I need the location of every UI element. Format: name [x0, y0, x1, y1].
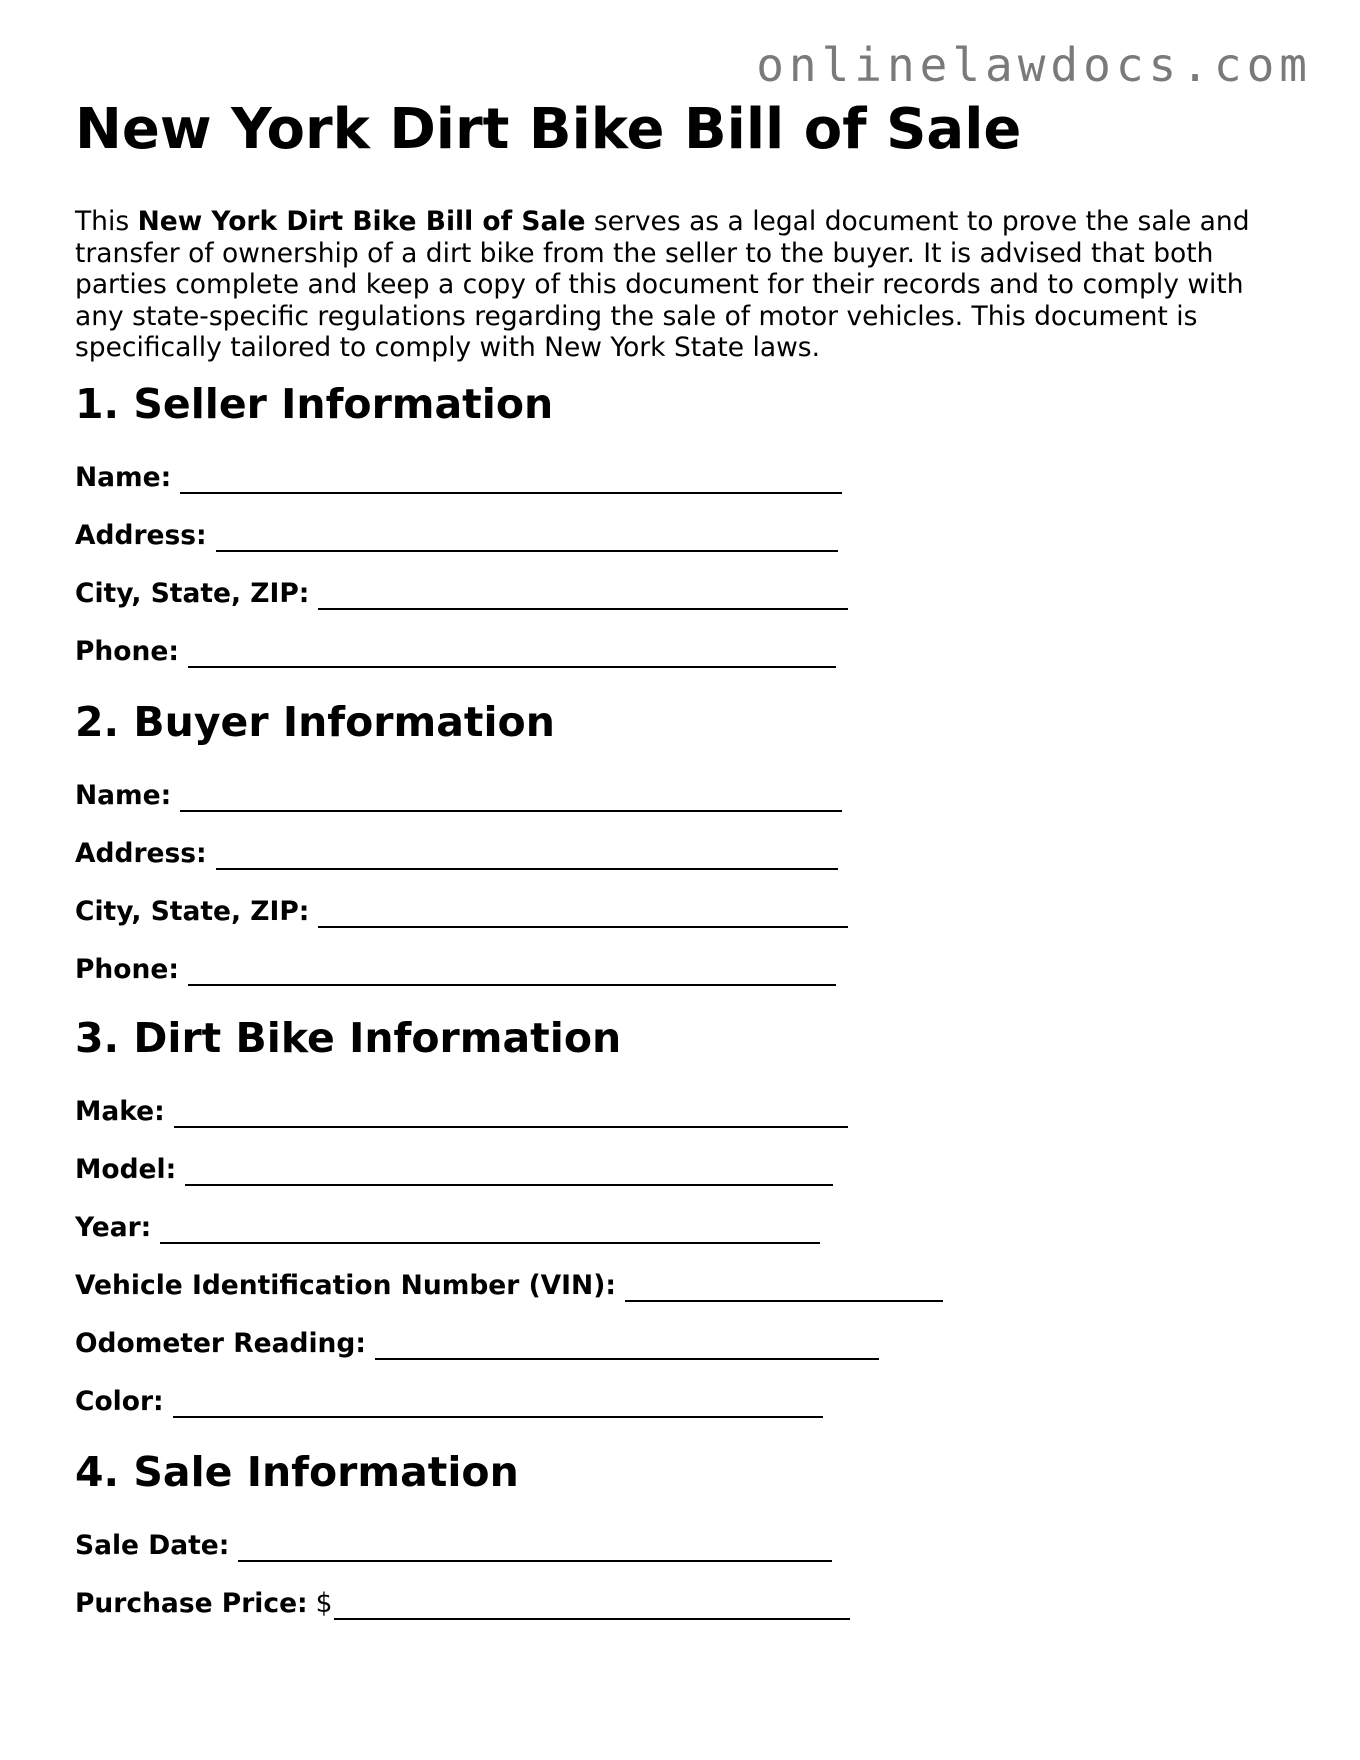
document-title: New York Dirt Bike Bill of Sale [75, 97, 1022, 162]
bike-year-field [75, 1212, 820, 1244]
bike-odometer-field [75, 1328, 879, 1360]
seller-address-field [75, 520, 838, 552]
seller-city-input[interactable] [318, 582, 848, 610]
bike-make-input[interactable] [174, 1100, 848, 1128]
seller-name-label: Name: [75, 462, 172, 493]
bike-color-input[interactable] [173, 1390, 823, 1418]
buyer-phone-label: Phone: [75, 954, 179, 985]
bike-year-label: Year: [75, 1212, 152, 1243]
buyer-phone-field [75, 954, 836, 986]
bike-vin-label: Vehicle Identification Number (VIN): [75, 1270, 616, 1301]
buyer-name-label: Name: [75, 780, 172, 811]
bike-color-label: Color: [75, 1386, 164, 1417]
seller-phone-label: Phone: [75, 636, 179, 667]
buyer-phone-input[interactable] [188, 958, 836, 986]
sale-price-field [75, 1588, 850, 1620]
intro-paragraph [75, 206, 1265, 364]
bike-color-field [75, 1386, 823, 1418]
intro-bold: New York Dirt Bike Bill of Sale [137, 206, 586, 237]
seller-phone-input[interactable] [188, 640, 836, 668]
buyer-city-field [75, 896, 848, 928]
bike-model-field [75, 1154, 833, 1186]
sale-heading: 4. Sale Information [75, 1448, 519, 1496]
intro-after: serves as a legal document to prove the sale and transfer of ownership of a dirt bike from the seller to the buyer. It is advised that both parties complete and keep a copy of this document for their records and to comply with any state-specific regulations regarding the sale of motor vehicles. This document is specifically tailored to comply with New York State laws. [75, 206, 1250, 363]
buyer-address-input[interactable] [216, 842, 838, 870]
sale-date-input[interactable] [238, 1534, 832, 1562]
sale-price-currency: $ [315, 1588, 333, 1619]
sale-date-label: Sale Date: [75, 1530, 230, 1561]
bike-make-label: Make: [75, 1096, 165, 1127]
seller-city-field [75, 578, 848, 610]
buyer-city-input[interactable] [318, 900, 848, 928]
bike-vin-field [75, 1270, 943, 1302]
seller-heading: 1. Seller Information [75, 380, 554, 428]
bike-vin-input[interactable] [625, 1274, 943, 1302]
document-page [75, 97, 1275, 1619]
bike-model-label: Model: [75, 1154, 177, 1185]
buyer-heading: 2. Buyer Information [75, 698, 555, 746]
seller-name-field [75, 462, 842, 494]
buyer-name-input[interactable] [180, 784, 842, 812]
seller-phone-field [75, 636, 836, 668]
buyer-city-label: City, State, ZIP: [75, 896, 310, 927]
buyer-name-field [75, 780, 842, 812]
bike-odometer-label: Odometer Reading: [75, 1328, 366, 1359]
intro-before: This [75, 206, 138, 237]
sale-date-field [75, 1530, 832, 1562]
bike-make-field [75, 1096, 848, 1128]
sale-price-label: Purchase Price: [75, 1588, 308, 1619]
bike-odometer-input[interactable] [375, 1332, 879, 1360]
bike-year-input[interactable] [160, 1216, 820, 1244]
bike-heading: 3. Dirt Bike Information [75, 1014, 622, 1062]
bike-model-input[interactable] [185, 1158, 833, 1186]
buyer-address-field [75, 838, 838, 870]
seller-address-label: Address: [75, 520, 207, 551]
watermark: onlinelawdocs.com [756, 38, 1312, 92]
seller-city-label: City, State, ZIP: [75, 578, 310, 609]
sale-price-input[interactable] [334, 1592, 850, 1620]
seller-name-input[interactable] [180, 466, 842, 494]
buyer-address-label: Address: [75, 838, 207, 869]
seller-address-input[interactable] [216, 524, 838, 552]
